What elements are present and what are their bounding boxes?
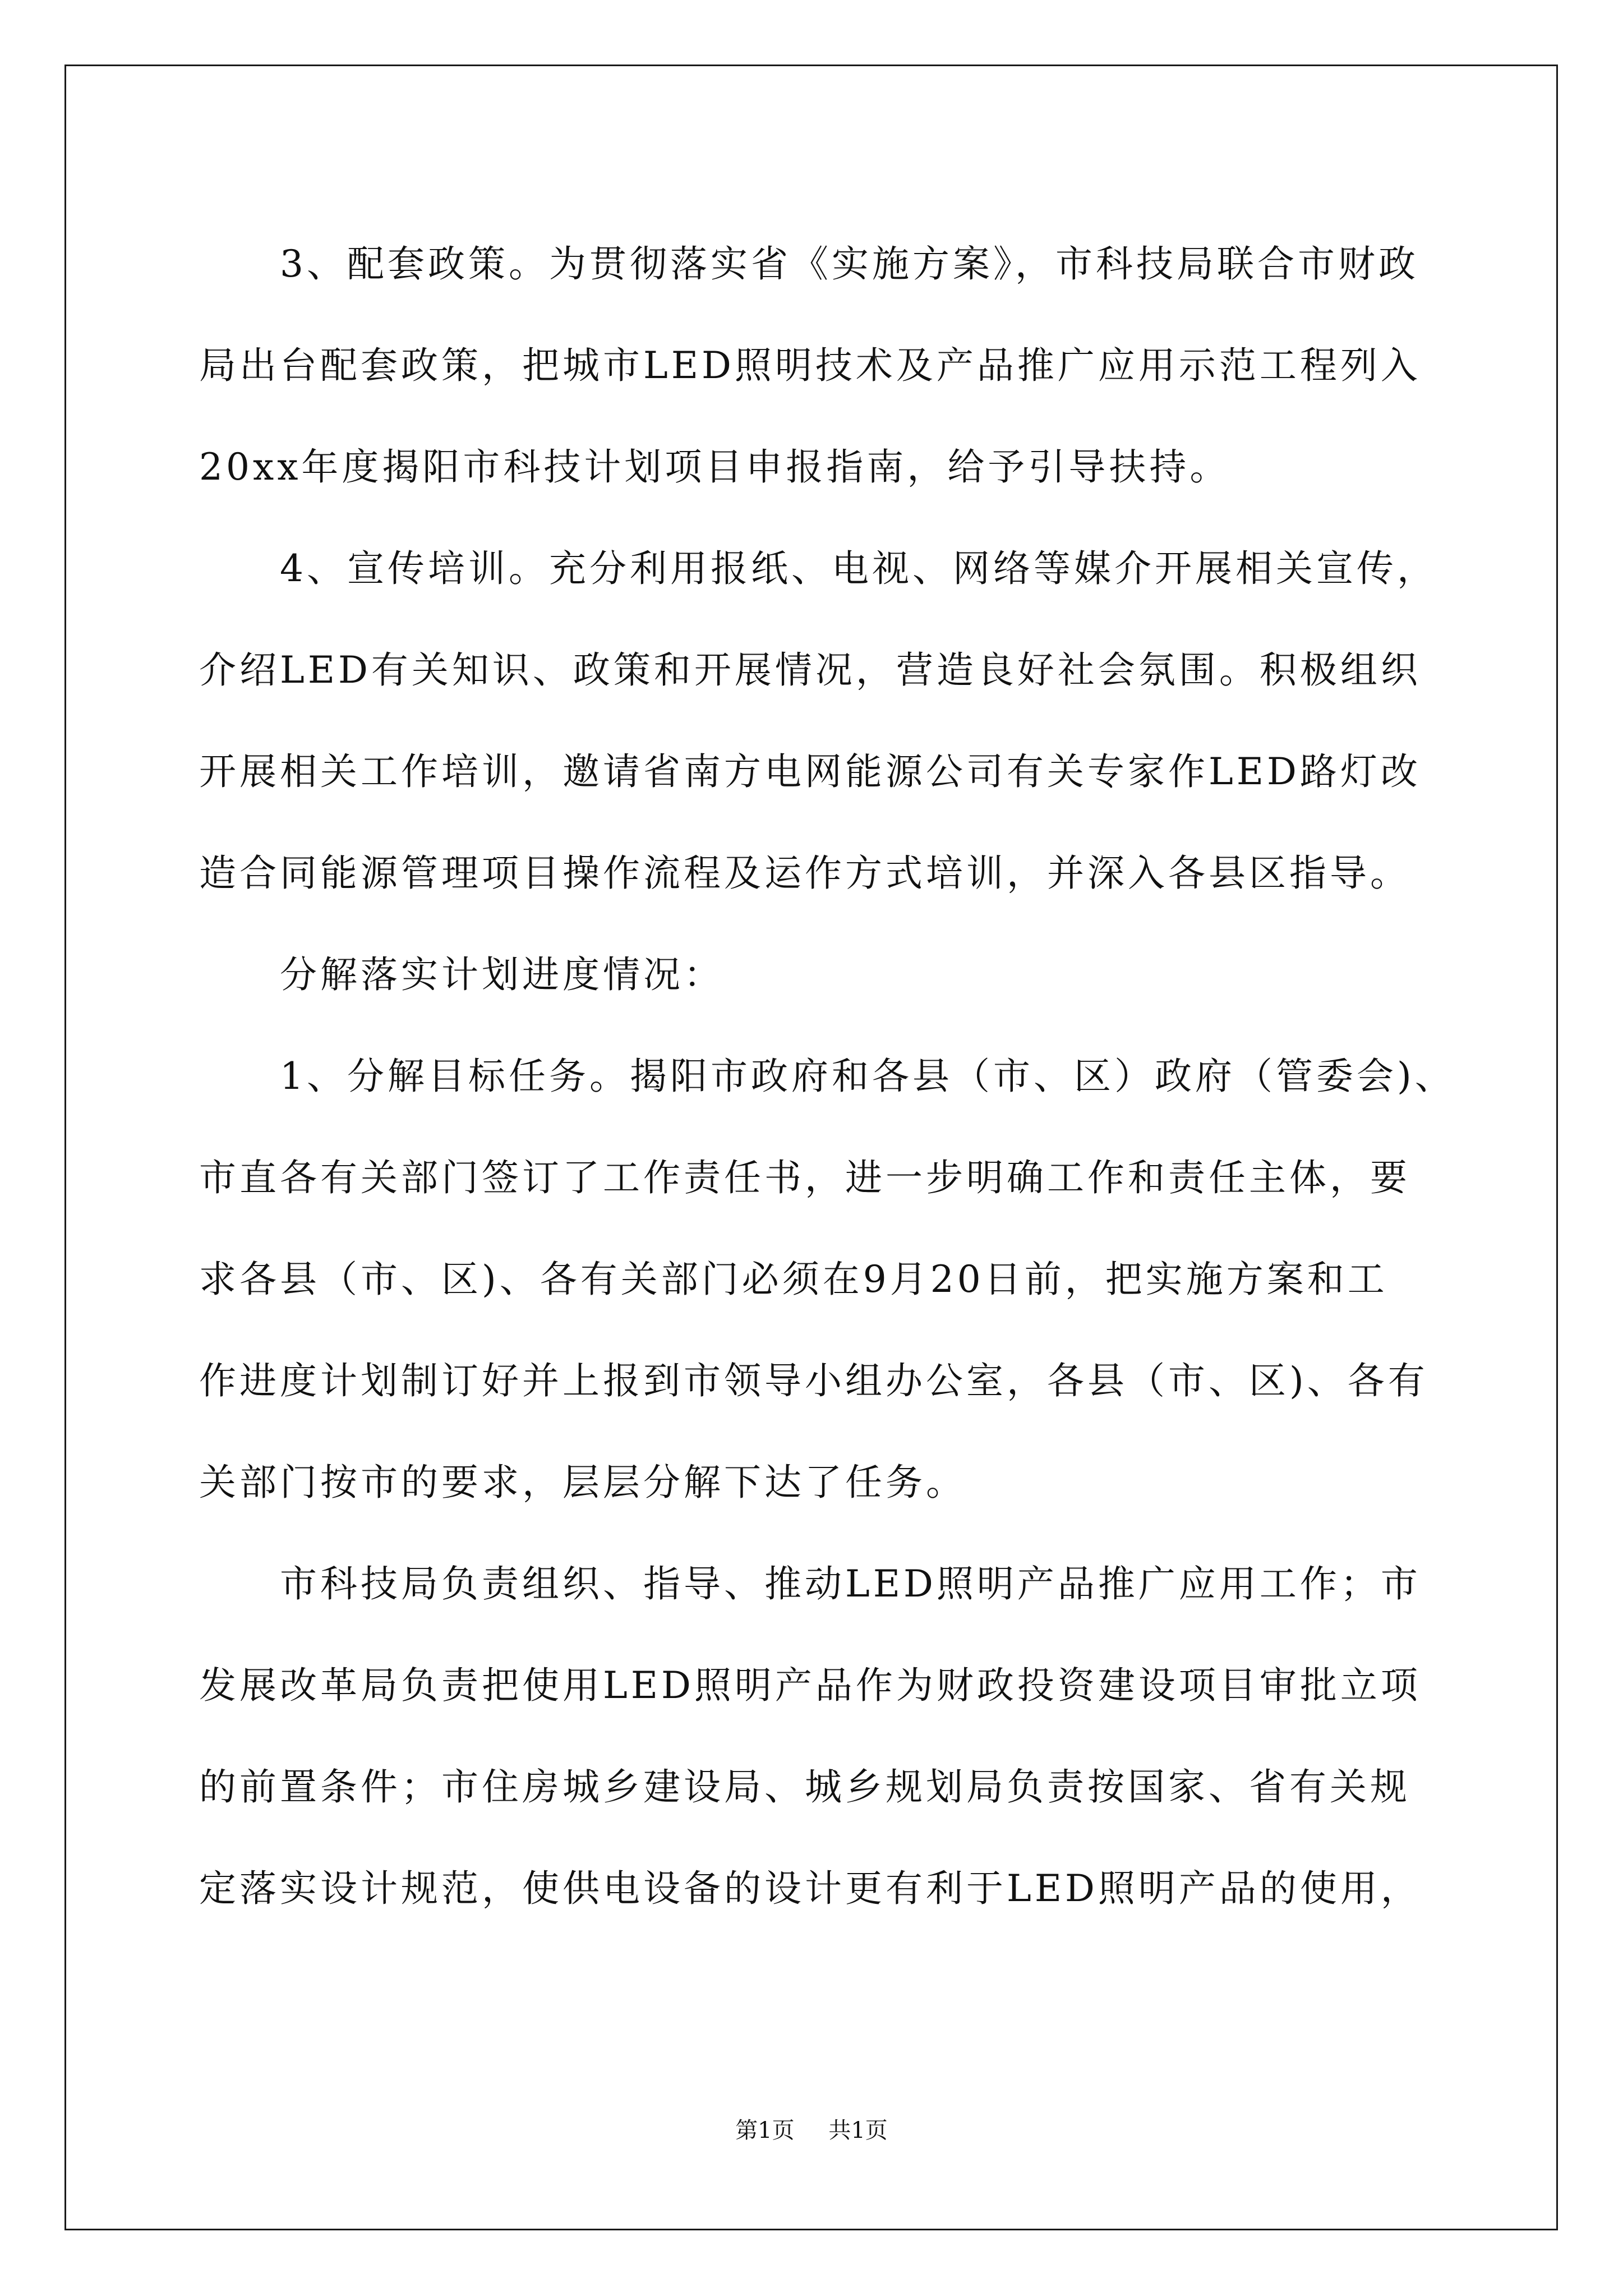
text-line: 发展改革局负责把使用LED照明产品作为财政投资建设项目审批立项	[199, 1664, 1421, 1707]
text-line: 市直各有关部门签订了工作责任书，进一步明确工作和责任主体，要	[199, 1156, 1410, 1199]
text-line: 4、宣传培训。充分利用报纸、电视、网络等媒介开展相关宣传，	[199, 547, 1437, 590]
text-line: 的前置条件；市住房城乡建设局、城乡规划局负责按国家、省有关规	[199, 1765, 1410, 1809]
text-line: 作进度计划制订好并上报到市领导小组办公室，各县（市、区)、各有	[199, 1359, 1428, 1402]
text-line: 市科技局负责组织、指导、推动LED照明产品推广应用工作；市	[199, 1562, 1421, 1605]
text-line: 开展相关工作培训，邀请省南方电网能源公司有关专家作LED路灯改	[199, 750, 1421, 793]
text-line: 定落实设计规范，使供电设备的设计更有利于LED照明产品的使用，	[199, 1867, 1421, 1910]
text-line: 20xx年度揭阳市科技计划项目申报指南，给予引导扶持。	[199, 445, 1230, 489]
page-total: 共1页	[828, 2118, 888, 2143]
text-line: 分解落实计划进度情况：	[199, 953, 724, 996]
text-line: 介绍LED有关知识、政策和开展情况，营造良好社会氛围。积极组织	[199, 648, 1421, 692]
text-line: 造合同能源管理项目操作流程及运作方式培训，并深入各县区指导。	[199, 852, 1410, 895]
page-footer	[0, 2113, 1623, 2145]
document-body	[199, 213, 1455, 1939]
page-number: 第1页	[735, 2118, 795, 2143]
text-line: 求各县（市、区)、各有关部门必须在9月20日前，把实施方案和工	[199, 1258, 1388, 1301]
text-line: 3、配套政策。为贯彻落实省《实施方案》，市科技局联合市财政	[199, 242, 1419, 286]
text-line: 1、分解目标任务。揭阳市政府和各县（市、区）政府（管委会)、	[199, 1055, 1455, 1098]
text-line: 局出台配套政策，把城市LED照明技术及产品推广应用示范工程列入	[199, 344, 1421, 387]
text-line: 关部门按市的要求，层层分解下达了任务。	[199, 1461, 966, 1504]
